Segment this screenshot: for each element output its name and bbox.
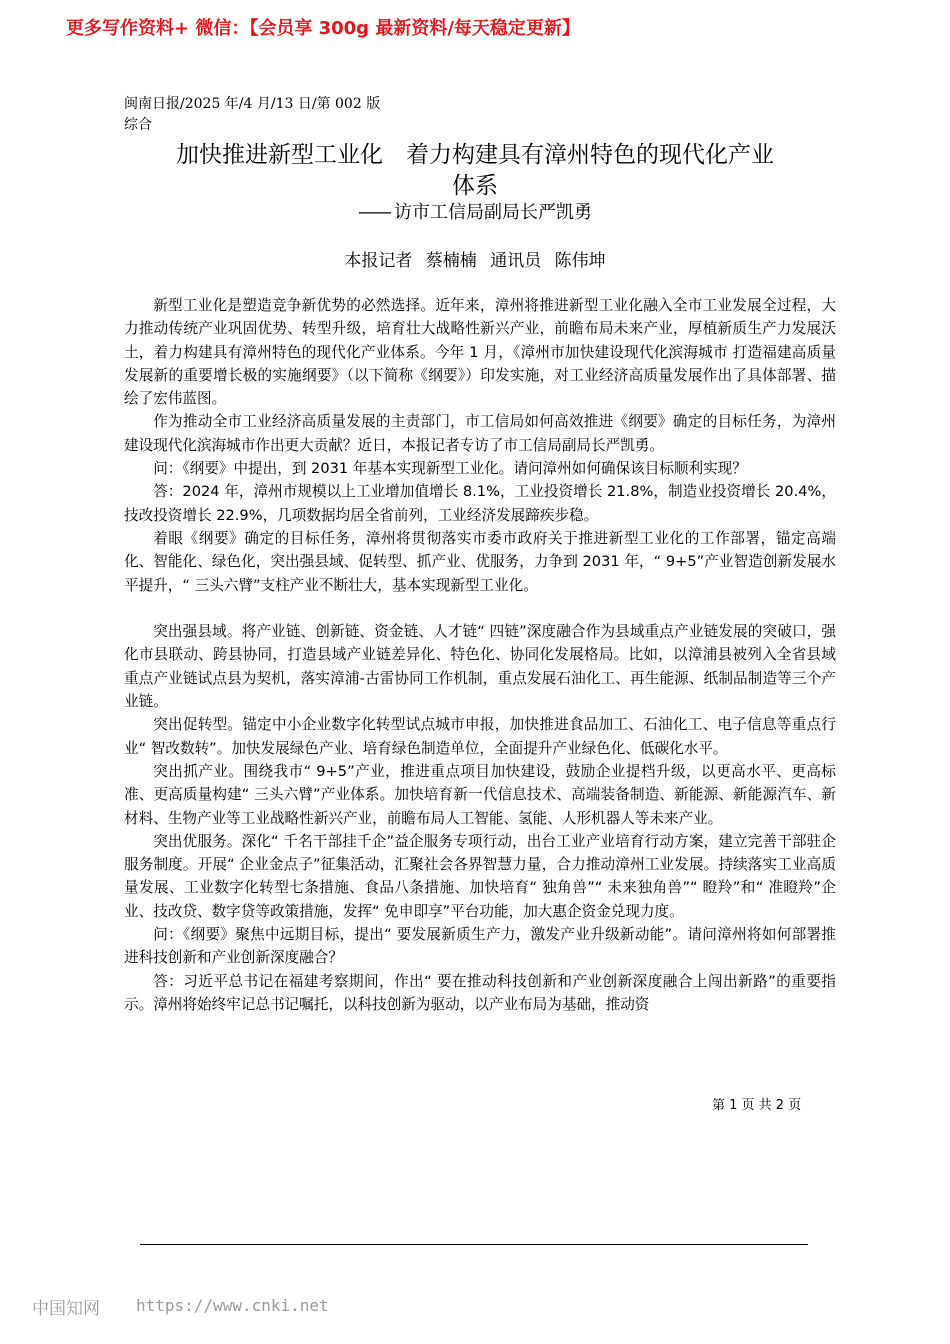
source-line: 闽南日报/2025 年/4 月/13 日/第 002 版综合 [124,96,381,133]
reporter-label: 本报记者 [344,251,413,271]
article-subtitle [0,200,950,226]
paragraph: 突出强县域。将产业链、创新链、资金链、人才链“ 四链”深度融合作为县域重点产业链发展的突破口，强化市县联动、跨县协同，打造县域产业链差异化、特色化、协同化发展格局。比如，以漳浦县被列入全省县域重点产业链试点县为契机，落实漳浦-古雷协同工作机制，重点发展石油化工、再生能源、纸制品制造等三个产业链。 [124,623,836,711]
paragraph: 答：习近平总书记在福建考察期间，作出“ 要在推动科技创新和产业创新深度融合上闯出新路”的重要指示。漳州将始终牢记总书记嘱托，以科技创新为驱动，以产业布局为基础，推动资 [124,972,836,1013]
paragraph: 着眼《纲要》确定的目标任务，漳州将贯彻落实市委市政府关于推进新型工业化的工作部署，锚定高端化、智能化、绿色化，突出强县域、促转型、抓产业、优服务，力争到 2031 年，“ 9+5”产业智造创新发展水平提升，“ 三头六臂”支柱产业不断壮大，基本实现新型工业化。 [124,529,836,594]
reporter-name: 蔡楠楠 [425,251,477,271]
paragraph: 作为推动全市工业经济高质量发展的主责部门，市工信局如何高效推进《纲要》确定的目标任务，为漳州建设现代化滨海城市作出更大贡献？近日，本报记者专访了市工信局副局长严凯勇。 [124,413,836,454]
title-line-1: 加快推进新型工业化 着力构建具有漳州特色的现代化产业 [176,142,774,168]
paragraph: 突出优服务。深化“ 千名干部挂千企”益企服务专项行动，出台工业产业培育行动方案，建立完善干部驻企服务制度。开展“ 企业金点子”征集活动，汇聚社会各界智慧力量，合力推动漳州工业发展。持续落实工业高质量发展、工业数字化转型七条措施、食品八条措施、加快培育“ 独角兽”“ 未来独角兽”“ 瞪羚”和“ 准瞪羚”企业、技改贷、数字贷等政策措施，发挥“ 免申即享”平台功能，加大惠企资金兑现力度。 [124,832,836,920]
title-line-2: 体系 [452,173,498,199]
paragraph: 突出促转型。锚定中小企业数字化转型试点城市申报，加快推进食品加工、石油化工、电子信息等重点行业“ 智改数转”。加快发展绿色产业、培育绿色制造单位，全面提升产业绿色化、低碳化水平。 [124,716,836,757]
paragraph: 答：2024 年，漳州市规模以上工业增加值增长 8.1%，工业投资增长 21.8%，制造业投资增长 20.4%，技改投资增长 22.9%，几项数据均居全省前列，工业经济发展蹄疾步稳。 [124,483,836,524]
correspondent-label: 通讯员 [490,251,542,271]
paragraph: 突出抓产业。围绕我市“ 9+5”产业，推进重点项目加快建设，鼓励企业提档升级，以更高水平、更高标准、更高质量构建“ 三头六臂”产业体系。加快培育新一代信息技术、高端装备制造、新能源、新能源汽车、新材料、生物产业等工业战略性新兴产业，前瞻布局人工智能、氢能、人形机器人等未来产业。 [124,762,836,827]
subtitle-dash: —— [358,202,390,223]
article-body [124,294,836,1016]
article-title [118,140,832,202]
subtitle-text: 访市工信局副局长严凯勇 [394,202,592,223]
paragraph: 问：《纲要》聚焦中远期目标，提出“ 要发展新质生产力，激发产业升级新动能”。请问漳州将如何部署推进科技创新和产业创新深度融合？ [124,926,836,967]
cnki-watermark: 中国知网 [32,1299,100,1319]
page-number: 第 1 页 共 2 页 [712,1098,802,1113]
paragraph: 问：《纲要》中提出，到 2031 年基本实现新型工业化。请问漳州如何确保该目标顺利实现？ [153,460,747,478]
footer-divider [140,1244,808,1245]
paragraph: 新型工业化是塑造竞争新优势的必然选择。近年来，漳州将推进新型工业化融入全市工业发展全过程，大力推动传统产业巩固优势、转型升级，培育壮大战略性新兴产业，前瞻布局未来产业，厚植新质生产力发展沃土，着力构建具有漳州特色的现代化产业体系。今年 1 月，《漳州市加快建设现代化滨海城市 打造福建高质量发展新的重要增长极的实施纲要》（以下简称《纲要》）印发实施，对工业经济高质量发展作出了具体部署、描绘了宏伟蓝图。 [124,297,836,408]
byline [0,248,950,274]
correspondent-name: 陈伟坤 [554,251,606,271]
promo-banner: 更多写作资料+ 微信：【会员享 300g 最新资料/每天稳定更新】 [66,18,580,39]
cnki-url-watermark: https://www.cnki.net [136,1296,329,1315]
